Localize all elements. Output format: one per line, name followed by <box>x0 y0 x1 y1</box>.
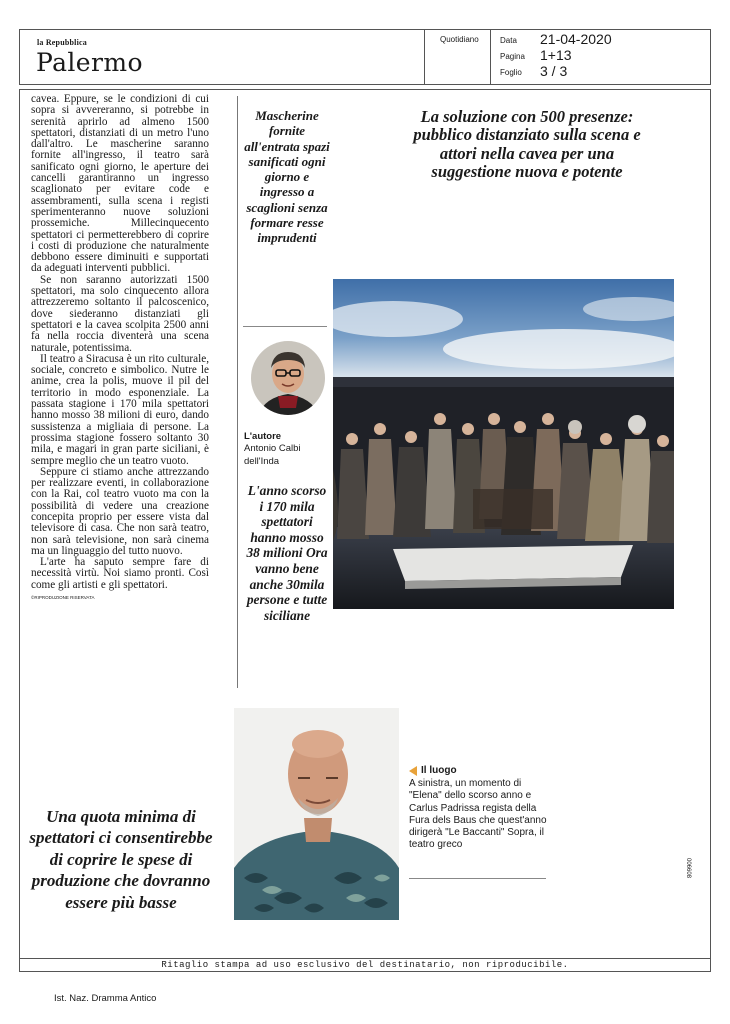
publication-name: Palermo <box>36 48 143 77</box>
reproduction-note: ©RIPRODUZIONE RISERVATA <box>31 595 95 601</box>
pull-quote-side: Mascherine fornite all'entrata spazi sanificati ogni giorno e ingresso a scaglioni senza formare resse imprudenti <box>244 108 330 246</box>
author-label: L'autore <box>244 431 282 442</box>
sheet-value: 3 / 3 <box>540 63 568 79</box>
author-photo <box>250 338 326 418</box>
theater-stage-photo <box>333 279 674 609</box>
clipping-footer <box>19 958 711 972</box>
caption-text: A sinistra, un momento di "Elena" dello scorso anno e Carlus Padrissa regista della Fura dels Baus che quest'anno dirigerà "Le Baccanti" Sopra, il teatro greco <box>409 778 547 851</box>
article-paragraph: Seppure ci stiamo anche attrezzando per realizzare eventi, in collaborazione con la Rai, col teatro vuoto ma con la possibilità di vedere una creazione concepita proprio per essere vista dal televisore di casa. Che non sarà teatro, non sarà televisione, non sarà cinema ma un linguaggio del tutto nuovo. <box>31 465 209 557</box>
page-value: 1+13 <box>540 47 572 63</box>
caption-marker-icon <box>409 766 417 776</box>
author-name: Antonio Calbi dell'Inda <box>244 443 301 467</box>
pull-quote-main: La soluzione con 500 presenze: pubblico distanziato sulla scena e attori nella cavea per una suggestione nuova e potente <box>413 107 641 181</box>
article-paragraph: Il teatro a Siracusa è un rito culturale, sociale, concreto e simbolico. Nutre le anime, crea la polis, muove il pil del territorio in modo esponenziale. La passata stagione i 170 mila spettatori hanno mosso 38 milioni di euro, dando sussistenza a migliaia di persone. La prossima stagione fossero soltanto 30 mila, e magari in gran parte siciliani, è sempre meglio che un teatro vuoto. <box>31 352 209 467</box>
article-paragraph: Se non saranno autorizzati 1500 spettatori, ma solo cinquecento allora attrezzeremo soltanto il palcoscenico, dove siederanno distanziati gli spettatori e la cavea scolpita 2500 anni fa nella roccia diventerà una scena naturale, potentissima. <box>31 273 209 354</box>
footer-disclaimer: Ritaglio stampa ad uso esclusivo del destinatario, non riproducibile. <box>161 960 569 970</box>
publication-name-small: la Repubblica <box>37 38 87 47</box>
page-label: Pagina <box>500 52 525 61</box>
article-body <box>31 94 209 603</box>
quote-rule <box>243 326 327 327</box>
date-value: 21-04-2020 <box>540 31 612 47</box>
caption-rule <box>409 878 546 879</box>
header-divider <box>490 30 491 84</box>
article-paragraph: L'arte ha saputo sempre fare di necessità virtù. Noi siamo pronti. Così come gli artisti e gli spettatori. <box>31 556 209 591</box>
clipping-header <box>19 29 711 85</box>
client-name: Ist. Naz. Dramma Antico <box>54 993 157 1004</box>
column-divider <box>237 96 238 688</box>
pull-quote-middle: L'anno scorso i 170 mila spettatori hanno mosso 38 milioni Ora vanno bene anche 30mila persone e tutte siciliane <box>246 483 328 623</box>
article-paragraph: cavea. Eppure, se le condizioni di cui sopra si avvereranno, si potrebbe in serenità aprirlo ad almeno 1500 spettatori, distanziati di un metro l'uno dall'altro. Le mascherine saranno fornite all'ingresso, il teatro sarà sanificato ogni giorno, le aperture dei cancelli garantiranno un ingresso scaglionato per evitare code e assembramenti, sulla scena i registi sperimenteranno nuove soluzioni prossemiche. Millecinquecento spettatori ci permetterebbero di coprire i costi di produzione che naturalmente debbono essere diminuiti e supportati da adeguati interventi pubblici. <box>31 93 209 275</box>
caption-title: Il luogo <box>421 765 457 776</box>
publication-type: Quotidiano <box>440 35 479 44</box>
sheet-label: Foglio <box>500 68 522 77</box>
director-photo <box>234 708 399 920</box>
pull-quote-bottom: Una quota minima di spettatori ci consentirebbe di coprire le spese di produzione che dovranno essere più basse <box>29 807 213 912</box>
date-label: Data <box>500 36 517 45</box>
header-divider <box>424 30 425 84</box>
clipping-code: 006608 <box>685 858 691 879</box>
